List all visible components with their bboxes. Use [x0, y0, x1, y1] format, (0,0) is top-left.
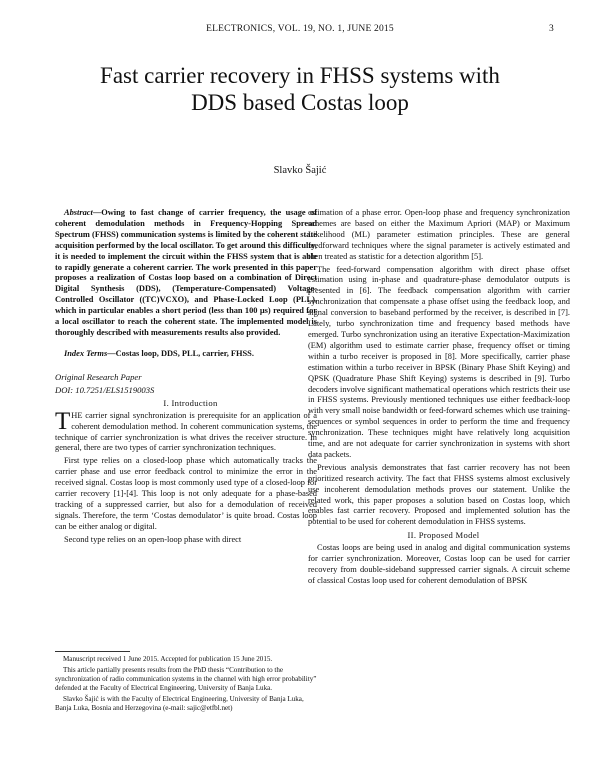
footnote-received: Manuscript received 1 June 2015. Accepted for publication 15 June 2015. — [63, 655, 273, 663]
title-line-1: Fast carrier recovery in FHSS systems with — [100, 63, 500, 88]
author-name: Slavko Šajić — [273, 165, 327, 176]
paper-type: Original Research Paper — [55, 371, 142, 382]
page-number: 3 — [549, 24, 554, 34]
section-heading-proposed-model: II. Proposed Model — [407, 530, 480, 541]
intro-paragraph-2: First type relies on a closed-loop phase which automatically tracks the carrier phase and use error feedback control to minimize the error in the received signal. Costas loop is most commonly used type of a closed-loop for carrier recovery [1]-[4]. This loop is not only adequate for a phase-based tracking of a suppressed carrier, but also for a demodulation of received signals. Therefore, the term ‘Costas demodulator’ is quite broad. Costas loop can be either analog or digital. — [55, 456, 317, 531]
right-column — [308, 208, 570, 589]
abstract-label: Abstract — [64, 208, 93, 217]
right-paragraph-4: Costas loops are being used in analog and digital communication systems for carrier synchronization. Moreover, Costas loop can be used for carrier recovery from double-sideband suppressed carrier signals. A circuit scheme of classical Costas loop used for coherent demodulation of BPSK — [308, 543, 570, 585]
index-terms-label: Index Terms — [64, 348, 108, 358]
index-terms-text: —Costas loop, DDS, PLL, carrier, FHSS. — [107, 348, 254, 358]
intro-paragraph-1-text: HE carrier signal synchronization is prerequisite for an application of a coherent demodulation method. In coherent communication systems, the technique of carrier synchronization is what drives the receiver structure. In general, there are two types of carrier synchronization techniques. — [55, 410, 317, 453]
footnotes — [55, 655, 317, 715]
abstract-text: —Owing to fast change of carrier frequency, the usage of coherent demodulation methods in Frequency-Hopping Spread Spectrum (FHSS) communication systems is limited by the coherent state acquisition performed by the local oscillator. To get around this difficulty, it is needed to implement the circuit within the FHSS system that is able to rapidly generate a coherent carrier. The work presented in this paper proposes a realization of Costas loop based on a combination of Direct Digital Synthesis (DDS), (Temperature-Compensated) Voltage-Controlled Oscillator ((TC)VCXO), and Phase-Locked Loop (PLL), which in particular enables a short period (less than 100 µs) required for a local oscillator to reach the coherent state. The implemented model is thoroughly described with measurements results also provided. — [55, 208, 317, 337]
title-line-2: DDS based Costas loop — [191, 90, 409, 115]
abstract — [55, 208, 317, 339]
intro-paragraph-1 — [55, 407, 317, 455]
right-paragraph-3: Previous analysis demonstrates that fast carrier recovery has not been prioritized research activity. The fact that FHSS systems almost exclusively use incoherent demodulation methods proves our statement. Unlike the related work, this paper proposes a solution based on Costas loop, which enables fast carrier recovery. Proposed and implemented solution has the potential to be used for coherent demodulation in FHSS systems. — [308, 462, 570, 527]
journal-header: ELECTRONICS, VOL. 19, NO. 1, JUNE 2015 — [206, 24, 394, 34]
intro-paragraph-3: Second type relies on an open-loop phase with direct — [64, 534, 242, 544]
doi: DOI: 10.7251/ELS1519003S — [55, 384, 155, 395]
right-paragraph-2: The feed-forward compensation algorithm with direct phase offset estimation using in-phase and quadrature-phase demodulator outputs is presented in [6]. The feedback compensation algorithm with carrier synchronization that compensate a phase offset using the feedback loop, and signal conversion to baseband performed by the receiver, is described in [7]. Lately, turbo synchronization time and frequency based methods have emerged. Turbo synchronization using an iterative Expectation-Maximization (EM) algorithm used to estimate carrier phase, frequency offset or timing within a turbo receiver is proposed in [8]. More specifically, carrier phase estimation within a turbo receiver in BPSK (Binary Phase Shift Keying) and QPSK (Quadrature Phase Shift Keying) systems is described in [9]. Turbo decoders involve significant mathematical operations which restricts their use in FHSS systems. Previously mentioned techniques use either feedback-loop with very small noise bandwidth or feed-forward schemes which use training-sequences or symbol sequences in order to perform the time and frequency synchronization. These techniques might have relatively long acquisition time, and are not adequate for carrier synchronization in systems with short data packets. — [308, 264, 570, 459]
index-terms — [55, 349, 317, 360]
paper-title — [40, 62, 560, 116]
footnote-divider — [55, 651, 130, 652]
drop-cap: T — [55, 407, 71, 435]
section-heading-introduction: I. Introduction — [163, 397, 218, 408]
left-column — [55, 208, 317, 548]
footnote-phd: This article partially presents results from the PhD thesis “Contribution to the synchronization of radio communication systems in the channel with high error probability” defended at the Faculty of Electrical Engineering, University of Banja Luka. — [55, 666, 317, 692]
right-paragraph-1: estimation of a phase error. Open-loop phase and frequency synchronization schemes are based on either the Maximum Apriori (MAP) or Maximum Likelihood (ML) parameter estimation principles. These are general feedforward techniques where the signal parameter is actively estimated and then treated as statistic for a detection algorithm [5]. — [308, 208, 570, 261]
footnote-affiliation: Slavko Šajić is with the Faculty of Electrical Engineering, University of Banja Luka, Banja Luka, Bosnia and Herzegovina (e-mail: sajic@etfbl.net) — [55, 695, 304, 712]
